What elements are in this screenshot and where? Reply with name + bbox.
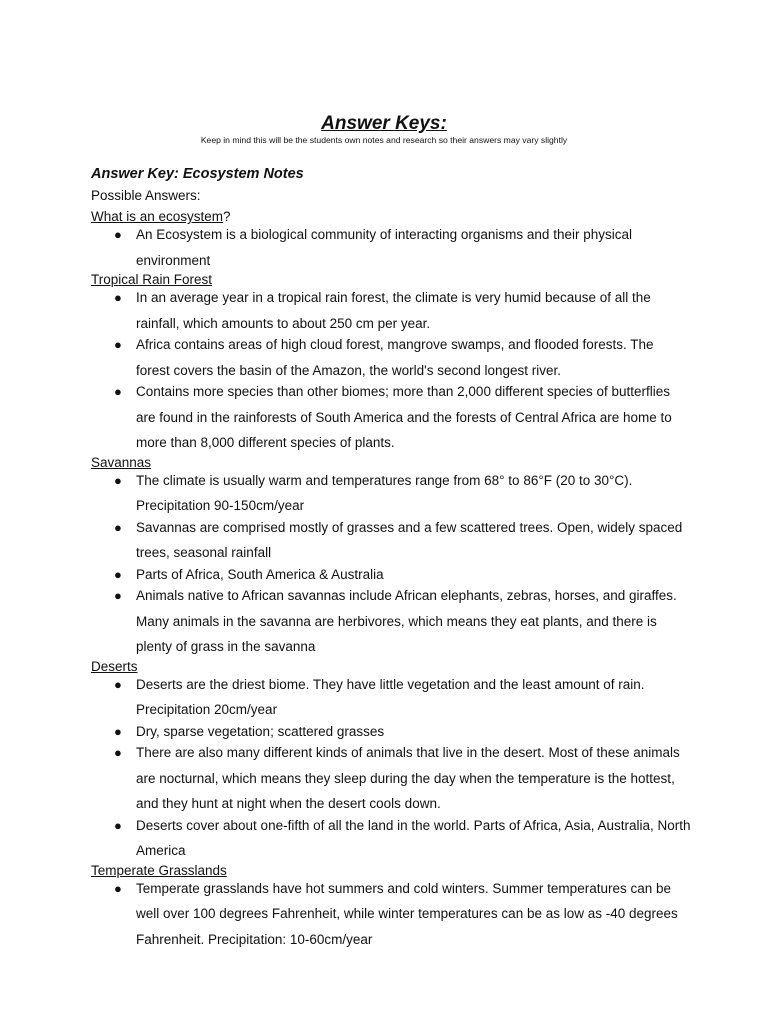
bullet-list <box>91 876 691 953</box>
list-item-text: Animals native to African savannas include African elephants, zebras, horses, and giraffes. Many animals in the savanna are herbivores, which means they eat plants, and there is plenty of grass in the savanna <box>136 588 677 654</box>
list-item <box>91 876 691 953</box>
bullet-icon: ● <box>114 588 122 603</box>
list-item-text: The climate is usually warm and temperatures range from 68° to 86°F (20 to 30°C). Precipitation 90-150cm/year <box>136 472 633 513</box>
section-heading-text: Savannas <box>91 454 152 470</box>
section-deserts <box>91 658 691 864</box>
list-item-text: There are also many different kinds of animals that live in the desert. Most of these animals are nocturnal, which means they sleep during the day when the temperature is the hottest, and they hunt at night when the desert cools down. <box>136 745 680 811</box>
section-heading-text: Temperate Grasslands <box>91 862 227 878</box>
list-item <box>91 468 691 519</box>
page-subtitle: Keep in mind this will be the students own notes and research so their answers may vary slightly <box>200 135 568 145</box>
bullet-icon: ● <box>114 384 122 399</box>
page-title: Answer Keys: <box>321 113 447 134</box>
bullet-icon: ● <box>114 566 122 582</box>
list-item-text: In an average year in a tropical rain forest, the climate is very humid because of all the rainfall, which amounts to about 250 cm per year. <box>136 290 651 331</box>
list-item <box>91 332 691 383</box>
bullet-icon: ● <box>114 745 122 760</box>
bullet-icon: ● <box>114 337 122 352</box>
list-item-text: An Ecosystem is a biological community of interacting organisms and their physical environment <box>136 227 632 268</box>
list-item <box>91 379 691 456</box>
list-item-text: Contains more species than other biomes; more than 2,000 different species of butterflies are found in the rainforests of South America and the forests of Central Africa are home to more than 8,000 different species of plants. <box>136 384 672 450</box>
bullet-icon: ● <box>114 472 122 488</box>
bullet-icon: ● <box>114 676 122 692</box>
bullet-list <box>91 222 691 273</box>
list-item-text: Africa contains areas of high cloud forest, mangrove swamps, and flooded forests. The forest covers the basin of the Amazon, the world's second longest river. <box>136 337 654 378</box>
bullet-icon: ● <box>114 227 122 242</box>
list-item-text: Savannas are comprised mostly of grasses and a few scattered trees. Open, widely spaced trees, seasonal rainfall <box>136 519 683 560</box>
section-savannas <box>91 454 691 660</box>
bullet-list <box>91 468 691 660</box>
bullet-icon: ● <box>114 723 122 739</box>
bullet-icon: ● <box>114 880 122 896</box>
list-item-text: Deserts are the driest biome. They have little vegetation and the least amount of rain. Precipitation 20cm/year <box>136 676 645 717</box>
bullet-list <box>91 672 691 864</box>
list-item <box>91 285 691 336</box>
section-tropical-rain-forest <box>91 271 691 456</box>
list-item <box>91 672 691 723</box>
section-heading-text: Deserts <box>91 658 138 674</box>
bullet-list <box>91 285 691 456</box>
intro-text: Possible Answers: <box>91 188 201 203</box>
list-item <box>91 583 691 660</box>
section-temperate-grasslands <box>91 862 691 953</box>
section-heading-suffix: ? <box>223 209 231 224</box>
list-item-text: Dry, sparse vegetation; scattered grasses <box>136 723 385 739</box>
list-item-text: Deserts cover about one-fifth of all the land in the world. Parts of Africa, Asia, Australia, North America <box>136 817 691 858</box>
list-item <box>91 740 691 817</box>
section-heading-text: Tropical Rain Forest <box>91 272 213 287</box>
list-item <box>91 813 691 864</box>
list-item <box>91 515 691 566</box>
list-item <box>91 222 691 273</box>
section-title: Answer Key: Ecosystem Notes <box>91 166 304 182</box>
section-ecosystem <box>91 208 691 273</box>
bullet-icon: ● <box>114 290 122 305</box>
bullet-icon: ● <box>114 519 122 535</box>
list-item-text: Temperate grasslands have hot summers and cold winters. Summer temperatures can be well over 100 degrees Fahrenheit, while winter temperatures can be as low as -40 degrees Fahrenheit. Precipitation: 10-60cm/year <box>136 880 678 947</box>
section-heading-text: What is an ecosystem <box>91 209 224 224</box>
bullet-icon: ● <box>114 817 122 833</box>
list-item-text: Parts of Africa, South America & Australia <box>136 566 384 582</box>
document-body <box>91 164 691 950</box>
